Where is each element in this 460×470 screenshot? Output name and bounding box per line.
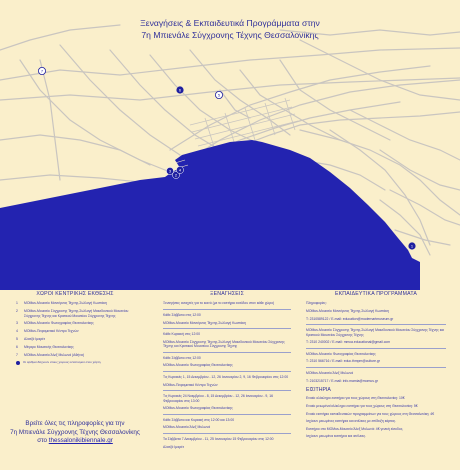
tour-when: Κάθε Σάββατο στις 12:00 [163,313,201,317]
title-line-2: 7η Μπιενάλε Σύγχρονης Τέχνης Θεσσαλονίκης [141,30,319,40]
footer-line-3 [0,437,150,446]
divider [306,367,446,368]
divider [163,433,291,434]
education-contact: T: 2310 240002 / E-mail: mmca.educational@gmail.com [306,340,391,345]
tour-when: Τα Σάββατα 7 Δεκεμβρίου - 11, 25 Ιανουαρίου 15 Φεβρουαρίου στις 12:00 [163,436,274,441]
tours-intro: Ξεναγήσεις ανοιχτές για το κοινό (με το εισιτήριο εισόδου στον κάθε χώρο) [163,301,275,306]
venue-list-item: 4 MOMus-Πειραματικό Κέντρο Τεχνών [16,329,79,334]
tour-where: MOMus-Μουσείο Μοντέρνας Τέχνης-Συλλογή Κωστάκη [163,320,246,325]
ticket-line: Ενιαίο ολόκληρο εισιτήριο για τους χώρους στη Θεσσαλονίκη: 10€ [306,396,405,401]
sea-thermaic-gulf [0,140,420,290]
tour-where: MOMus-Μουσείο Σύγχρονης Τέχνης-Συλλογή Μακεδονικού Μουσείου Σύγχρονης Τέχνης και Κρατικού Μουσείου Σύγχρονης Τέχνης [163,339,285,349]
divider [163,390,291,391]
tour-where: MOMus-Μουσείο Φωτογραφίας Θεσσαλονίκης [163,363,233,368]
tour-where: MOMus-Πειραματικό Κέντρο Τεχνών [163,382,218,387]
title-line-1: Ξεναγήσεις & Εκπαιδευτικά Προγράμματα στην [140,18,320,28]
divider [163,371,291,372]
education-column [306,292,446,442]
education-venue: MOMus-Μουσείο Φωτογραφίας Θεσσαλονίκης [306,351,376,356]
education-venue: MOMus-Μουσείο Σύγχρονης Τέχνης-Συλλογή Μακεδονικού Μουσείου Σύγχρονης Τέχνης και Κρατικού Μουσείου Σύγχρονης Τέχνης [306,328,445,337]
venue-marker-7[interactable] [38,67,45,74]
ticket-line: Ενιαίο μειωμένο/ολόκληρο εισιτήριο για τους χώρους στη Θεσσαλονίκη: 5€ [306,403,418,408]
venue-list-item: 3 MOMus-Μουσείο Φωτογραφίας Θεσσαλονίκης [16,321,94,326]
ticket-line: Εισιτήριο στο MOMus-Μουσείο Άλεξ Μυλωνά: 4€ γενική είσοδος. [306,426,404,431]
marker-dot-icon [16,361,20,365]
map-legend-note: Οι αριθμοί δείχνουν στους χώρους εντοπισμού στον χάρτη. [16,360,134,364]
education-info-label: Πληροφορίες: [306,301,327,306]
divider [163,352,291,353]
education-heading: ΕΚΠΑΙΔΕΥΤΙΚΑ ΠΡΟΓΡΑΜΜΑΤΑ [334,291,418,297]
venue-marker-5-label: 5 [217,92,221,98]
tours-heading: ΞΕΝΑΓΗΣΕΙΣ [210,291,244,297]
venue-list-item: 2 MOMus-Μουσείο Σύγχρονης Τέχνης-Συλλογή Μακεδονικού Μουσείου Σύγχρονης Τέχνης και Κρατικού Μουσείου Σύγχρονης Τέχνης [16,309,129,318]
ticket-line: Ενιαίο εισιτήριο εκπαιδευτικών προγραμμάτων για τους χώρους στη Θεσσαλονίκη: 4€ [306,411,435,416]
venue-marker-3-label: 3 [168,168,172,174]
education-contact: T: 2310 566716 / E-mail: educ.thmpm@culture.gr [306,359,380,364]
venue-list-item: 6 Μέγαρο Μουσικής Θεσσαλονίκης [16,344,74,349]
education-venue: MOMus-Μουσείο Μοντέρνας Τέχνης-Συλλογή Κωστάκη [306,309,389,313]
venue-marker-2-label: 2 [174,172,178,178]
footer-line-1: Βρείτε όλες τις πληροφορίες για την [25,420,125,427]
venue-marker-7-label: 7 [40,68,44,74]
tour-when: Κάθε Σάββατο στις 12:00 [163,355,201,360]
divider [306,324,446,325]
tours-column [163,292,291,452]
venue-list-item: 7 MOMus-Μουσείο Άλεξ Μυλωνά (Αθήνα) [16,352,85,357]
venue-list-item: 5 Αλατζά Ιμαρέτ [16,337,45,341]
footer-prefix: στο [37,437,49,445]
venue-marker-6[interactable] [176,86,183,93]
tour-where: MOMus-Μουσείο Άλεξ Μυλωνά [163,425,211,430]
divider [163,328,291,329]
venue-marker-5[interactable] [215,91,222,98]
education-contact: T: 2310589122 / E-mail: education@modernartmuseum.gr [306,316,394,321]
venues-column [16,292,134,365]
venue-marker-3[interactable] [166,167,173,174]
venue-list-item: 1 MOMus-Μουσείο Μοντέρνας Τέχνης-Συλλογή Κωστάκη [16,301,107,306]
venue-marker-4[interactable] [176,166,183,173]
tour-when: Κάθε Σάββατο και Κυριακή στις 12:00 και 13:00 [163,417,235,422]
tour-when: Τις Κυριακές 24 Νοεμβρίου - 8, 15 Δεκεμβρίου - 12, 26 Ιανουαρίου - 9, 16 Φεβρουαρίου στις 13:00 [163,394,273,403]
education-venue: MOMus-Μουσείο Άλεξ Μυλωνά [306,370,354,375]
tickets-heading: ΕΙΣΙΤΗΡΙΑ [306,386,331,393]
tour-where: Αλατζά Ιμαρέτ [163,444,184,449]
divider [163,414,291,415]
divider [163,309,291,310]
venues-heading: ΧΩΡΟΙ ΚΕΝΤΡΙΚΗΣ ΕΚΘΕΣΗΣ [36,291,114,297]
ticket-line: Ισχύουν μειωμένες εισιτήρια και ατέλειες με επίδειξη κάρτας. [306,419,397,424]
venue-marker-1-label: 1 [410,243,414,249]
footer-line-2: 7η Μπιενάλε Σύγχρονης Τέχνης Θεσσαλονίκης [10,428,140,436]
biennale-website-link[interactable]: thessalonikibiennale.gr [48,437,113,445]
footer-info [0,420,150,446]
venue-marker-6-label: 6 [178,87,182,93]
education-contact: T: 2103215717 / E-mail: info.mamia@momus.gr [306,378,378,383]
tour-when: Τις Κυριακές 1, 15 Δεκεμβρίου - 12, 26 Ιανουαρίου 2, 9, 16 Φεβρουαρίου στις 12:00 [163,374,289,379]
divider [306,348,446,349]
tour-where: MOMus-Μουσείο Φωτογραφίας Θεσσαλονίκης [163,406,233,411]
venue-marker-1[interactable] [408,242,415,249]
venue-marker-4-label: 4 [178,167,182,173]
ticket-line: Ισχύουν μειωμένα εισιτήρια και ατέλειες. [306,434,367,439]
tour-when: Κάθε Κυριακή στις 12:00 [163,332,201,337]
